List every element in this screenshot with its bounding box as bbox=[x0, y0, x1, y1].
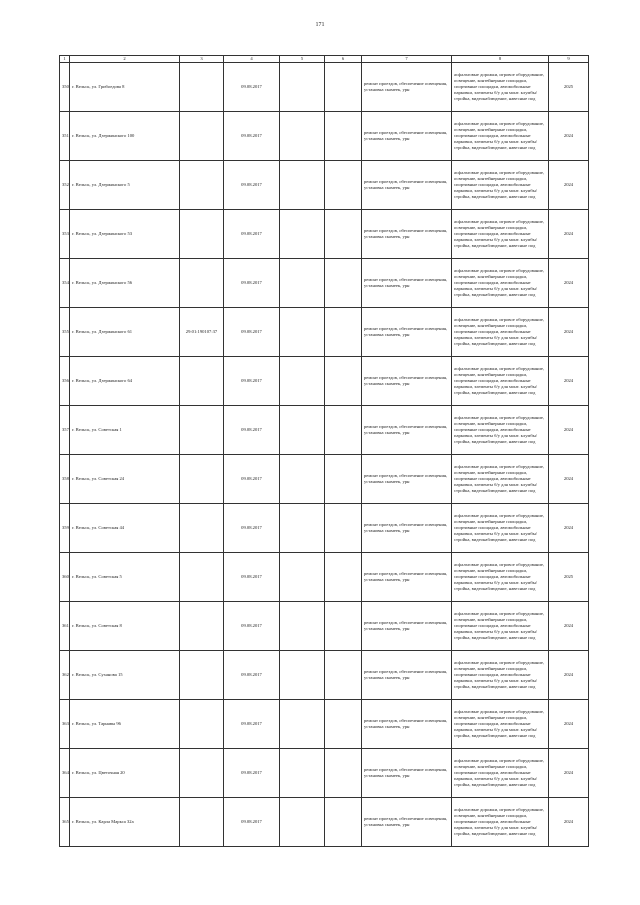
elements-cell: асфальтовые дорожки, игровое оборудование, освещение, контейнерные площадки, спортивные площадки, автомобильные парковки, элементы б/у для монт. клумбы/стройка, видеонаблюдение, навесные под bbox=[452, 357, 549, 406]
year-cell: 2025 bbox=[549, 63, 589, 112]
elements-cell: асфальтовые дорожки, игровое оборудование, освещение, контейнерные площадки, спортивные площадки, автомобильные парковки, элементы б/у для монт. клумбы/стройка, видеонаблюдение, навесные под bbox=[452, 749, 549, 798]
year-cell: 2024 bbox=[549, 308, 589, 357]
empty-cell bbox=[280, 259, 325, 308]
row-number: 365 bbox=[60, 798, 70, 847]
year-cell: 2024 bbox=[549, 602, 589, 651]
empty-cell bbox=[325, 210, 362, 259]
cadastral-number-cell bbox=[180, 210, 224, 259]
address-cell: г. Вельск, ул. Советская 1 bbox=[70, 406, 180, 455]
empty-cell bbox=[280, 700, 325, 749]
cadastral-number-cell bbox=[180, 749, 224, 798]
row-number: 350 bbox=[60, 63, 70, 112]
cadastral-number-cell bbox=[180, 504, 224, 553]
empty-cell bbox=[325, 63, 362, 112]
year-cell: 2024 bbox=[549, 651, 589, 700]
address-cell: г. Вельск, ул. Дзержинского 56 bbox=[70, 259, 180, 308]
table-row bbox=[60, 798, 589, 847]
date-cell: 09.08.2017 bbox=[224, 259, 280, 308]
works-cell: ремонт проездов, обеспечение освещения, установка скамеек, урн bbox=[362, 210, 452, 259]
elements-cell: асфальтовые дорожки, игровое оборудование, освещение, контейнерные площадки, спортивные площадки, автомобильные парковки, элементы б/у для монт. клумбы/стройка, видеонаблюдение, навесные под bbox=[452, 161, 549, 210]
address-cell: г. Вельск, ул. Тарнавы 96 bbox=[70, 700, 180, 749]
date-cell: 09.08.2017 bbox=[224, 357, 280, 406]
empty-cell bbox=[325, 553, 362, 602]
address-cell: г. Вельск, ул. Дзержинского 64 bbox=[70, 357, 180, 406]
table-row bbox=[60, 112, 589, 161]
elements-cell: асфальтовые дорожки, игровое оборудование, освещение, контейнерные площадки, спортивные площадки, автомобильные парковки, элементы б/у для монт. клумбы/стройка, видеонаблюдение, навесные под bbox=[452, 553, 549, 602]
table-row bbox=[60, 308, 589, 357]
row-number: 352 bbox=[60, 161, 70, 210]
cadastral-number-cell bbox=[180, 798, 224, 847]
empty-cell bbox=[280, 406, 325, 455]
year-cell: 2024 bbox=[549, 259, 589, 308]
row-number: 361 bbox=[60, 602, 70, 651]
row-number: 360 bbox=[60, 553, 70, 602]
table-row bbox=[60, 749, 589, 798]
empty-cell bbox=[325, 700, 362, 749]
year-cell: 2024 bbox=[549, 161, 589, 210]
date-cell: 09.08.2017 bbox=[224, 651, 280, 700]
table-row bbox=[60, 357, 589, 406]
empty-cell bbox=[325, 161, 362, 210]
improvement-table bbox=[59, 55, 589, 847]
empty-cell bbox=[280, 455, 325, 504]
empty-cell bbox=[280, 112, 325, 161]
empty-cell bbox=[325, 749, 362, 798]
year-cell: 2024 bbox=[549, 798, 589, 847]
table-row bbox=[60, 700, 589, 749]
year-cell: 2024 bbox=[549, 112, 589, 161]
date-cell: 09.08.2017 bbox=[224, 63, 280, 112]
empty-cell bbox=[280, 210, 325, 259]
year-cell: 2024 bbox=[549, 455, 589, 504]
row-number: 364 bbox=[60, 749, 70, 798]
date-cell: 09.08.2017 bbox=[224, 406, 280, 455]
column-header: 5 bbox=[280, 56, 325, 63]
table-row bbox=[60, 161, 589, 210]
cadastral-number-cell bbox=[180, 406, 224, 455]
cadastral-number-cell bbox=[180, 602, 224, 651]
date-cell: 09.08.2017 bbox=[224, 112, 280, 161]
empty-cell bbox=[325, 504, 362, 553]
works-cell: ремонт проездов, обеспечение освещения, установка скамеек, урн bbox=[362, 602, 452, 651]
cadastral-number-cell bbox=[180, 357, 224, 406]
column-header: 9 bbox=[549, 56, 589, 63]
empty-cell bbox=[280, 602, 325, 651]
table-row bbox=[60, 210, 589, 259]
works-cell: ремонт проездов, обеспечение освещения, установка скамеек, урн bbox=[362, 700, 452, 749]
works-cell: ремонт проездов, обеспечение освещения, установка скамеек, урн bbox=[362, 553, 452, 602]
column-header: 4 bbox=[224, 56, 280, 63]
address-cell: г. Вельск, ул. Советская 8 bbox=[70, 602, 180, 651]
table-row bbox=[60, 504, 589, 553]
date-cell: 09.08.2017 bbox=[224, 553, 280, 602]
works-cell: ремонт проездов, обеспечение освещения, установка скамеек, урн bbox=[362, 112, 452, 161]
empty-cell bbox=[280, 651, 325, 700]
address-cell: г. Вельск, ул. Дзержинского 5 bbox=[70, 161, 180, 210]
cadastral-number-cell bbox=[180, 259, 224, 308]
address-cell: г. Вельск, ул. Цветочная 20 bbox=[70, 749, 180, 798]
date-cell: 09.08.2017 bbox=[224, 749, 280, 798]
date-cell: 09.08.2017 bbox=[224, 455, 280, 504]
row-number: 363 bbox=[60, 700, 70, 749]
table-row bbox=[60, 63, 589, 112]
cadastral-number-cell bbox=[180, 700, 224, 749]
empty-cell bbox=[280, 63, 325, 112]
row-number: 359 bbox=[60, 504, 70, 553]
elements-cell: асфальтовые дорожки, игровое оборудование, освещение, контейнерные площадки, спортивные площадки, автомобильные парковки, элементы б/у для монт. клумбы/стройка, видеонаблюдение, навесные под bbox=[452, 700, 549, 749]
empty-cell bbox=[280, 798, 325, 847]
year-cell: 2024 bbox=[549, 700, 589, 749]
empty-cell bbox=[325, 798, 362, 847]
elements-cell: асфальтовые дорожки, игровое оборудование, освещение, контейнерные площадки, спортивные площадки, автомобильные парковки, элементы б/у для монт. клумбы/стройка, видеонаблюдение, навесные под bbox=[452, 308, 549, 357]
table-row bbox=[60, 259, 589, 308]
elements-cell: асфальтовые дорожки, игровое оборудование, освещение, контейнерные площадки, спортивные площадки, автомобильные парковки, элементы б/у для монт. клумбы/стройка, видеонаблюдение, навесные под bbox=[452, 455, 549, 504]
address-cell: г. Вельск, ул. Советская 24 bbox=[70, 455, 180, 504]
elements-cell: асфальтовые дорожки, игровое оборудование, освещение, контейнерные площадки, спортивные площадки, автомобильные парковки, элементы б/у для монт. клумбы/стройка, видеонаблюдение, навесные под bbox=[452, 651, 549, 700]
works-cell: ремонт проездов, обеспечение освещения, установка скамеек, урн bbox=[362, 798, 452, 847]
date-cell: 09.08.2017 bbox=[224, 504, 280, 553]
address-cell: г. Вельск, ул. Советская 5 bbox=[70, 553, 180, 602]
column-header: 2 bbox=[70, 56, 180, 63]
column-header: 1 bbox=[60, 56, 70, 63]
empty-cell bbox=[325, 308, 362, 357]
empty-cell bbox=[325, 112, 362, 161]
address-cell: г. Вельск, ул. Дзержинского 53 bbox=[70, 210, 180, 259]
date-cell: 09.08.2017 bbox=[224, 308, 280, 357]
works-cell: ремонт проездов, обеспечение освещения, установка скамеек, урн bbox=[362, 406, 452, 455]
works-cell: ремонт проездов, обеспечение освещения, установка скамеек, урн bbox=[362, 63, 452, 112]
year-cell: 2024 bbox=[549, 210, 589, 259]
works-cell: ремонт проездов, обеспечение освещения, установка скамеек, урн bbox=[362, 749, 452, 798]
empty-cell bbox=[280, 553, 325, 602]
address-cell: г. Вельск, ул. Дзержинского 100 bbox=[70, 112, 180, 161]
address-cell: г. Вельск, ул. Дзержинского 61 bbox=[70, 308, 180, 357]
empty-cell bbox=[325, 602, 362, 651]
table-row bbox=[60, 651, 589, 700]
empty-cell bbox=[280, 161, 325, 210]
header-row bbox=[60, 56, 589, 63]
date-cell: 09.08.2017 bbox=[224, 210, 280, 259]
address-cell: г. Вельск, ул. Карла Маркса 32а bbox=[70, 798, 180, 847]
address-cell: г. Вельск, ул. Советская 44 bbox=[70, 504, 180, 553]
empty-cell bbox=[280, 504, 325, 553]
works-cell: ремонт проездов, обеспечение освещения, установка скамеек, урн bbox=[362, 357, 452, 406]
year-cell: 2024 bbox=[549, 504, 589, 553]
column-header: 8 bbox=[452, 56, 549, 63]
works-cell: ремонт проездов, обеспечение освещения, установка скамеек, урн bbox=[362, 259, 452, 308]
row-number: 351 bbox=[60, 112, 70, 161]
elements-cell: асфальтовые дорожки, игровое оборудование, освещение, контейнерные площадки, спортивные площадки, автомобильные парковки, элементы б/у для монт. клумбы/стройка, видеонаблюдение, навесные под bbox=[452, 504, 549, 553]
elements-cell: асфальтовые дорожки, игровое оборудование, освещение, контейнерные площадки, спортивные площадки, автомобильные парковки, элементы б/у для монт. клумбы/стройка, видеонаблюдение, навесные под bbox=[452, 63, 549, 112]
empty-cell bbox=[280, 357, 325, 406]
elements-cell: асфальтовые дорожки, игровое оборудование, освещение, контейнерные площадки, спортивные площадки, автомобильные парковки, элементы б/у для монт. клумбы/стройка, видеонаблюдение, навесные под bbox=[452, 112, 549, 161]
year-cell: 2025 bbox=[549, 553, 589, 602]
empty-cell bbox=[325, 406, 362, 455]
row-number: 362 bbox=[60, 651, 70, 700]
elements-cell: асфальтовые дорожки, игровое оборудование, освещение, контейнерные площадки, спортивные площадки, автомобильные парковки, элементы б/у для монт. клумбы/стройка, видеонаблюдение, навесные под bbox=[452, 798, 549, 847]
row-number: 353 bbox=[60, 210, 70, 259]
cadastral-number-cell: 29:01:190107:37 bbox=[180, 308, 224, 357]
cadastral-number-cell bbox=[180, 455, 224, 504]
year-cell: 2024 bbox=[549, 406, 589, 455]
row-number: 358 bbox=[60, 455, 70, 504]
row-number: 356 bbox=[60, 357, 70, 406]
works-cell: ремонт проездов, обеспечение освещения, установка скамеек, урн bbox=[362, 651, 452, 700]
works-cell: ремонт проездов, обеспечение освещения, установка скамеек, урн bbox=[362, 504, 452, 553]
table-row bbox=[60, 553, 589, 602]
address-cell: г. Вельск, ул. Грибоедова 8 bbox=[70, 63, 180, 112]
elements-cell: асфальтовые дорожки, игровое оборудование, освещение, контейнерные площадки, спортивные площадки, автомобильные парковки, элементы б/у для монт. клумбы/стройка, видеонаблюдение, навесные под bbox=[452, 602, 549, 651]
cadastral-number-cell bbox=[180, 553, 224, 602]
table-row bbox=[60, 455, 589, 504]
date-cell: 09.08.2017 bbox=[224, 700, 280, 749]
row-number: 354 bbox=[60, 259, 70, 308]
date-cell: 09.08.2017 bbox=[224, 602, 280, 651]
empty-cell bbox=[325, 259, 362, 308]
date-cell: 09.08.2017 bbox=[224, 798, 280, 847]
cadastral-number-cell bbox=[180, 161, 224, 210]
column-header: 6 bbox=[325, 56, 362, 63]
table-body bbox=[60, 63, 589, 847]
empty-cell bbox=[325, 455, 362, 504]
empty-cell bbox=[280, 308, 325, 357]
cadastral-number-cell bbox=[180, 112, 224, 161]
works-cell: ремонт проездов, обеспечение освещения, установка скамеек, урн bbox=[362, 161, 452, 210]
empty-cell bbox=[325, 357, 362, 406]
row-number: 355 bbox=[60, 308, 70, 357]
empty-cell bbox=[280, 749, 325, 798]
date-cell: 09.08.2017 bbox=[224, 161, 280, 210]
page-number: 171 bbox=[315, 22, 325, 28]
elements-cell: асфальтовые дорожки, игровое оборудование, освещение, контейнерные площадки, спортивные площадки, автомобильные парковки, элементы б/у для монт. клумбы/стройка, видеонаблюдение, навесные под bbox=[452, 259, 549, 308]
column-header: 3 bbox=[180, 56, 224, 63]
year-cell: 2024 bbox=[549, 749, 589, 798]
table-row bbox=[60, 602, 589, 651]
empty-cell bbox=[325, 651, 362, 700]
elements-cell: асфальтовые дорожки, игровое оборудование, освещение, контейнерные площадки, спортивные площадки, автомобильные парковки, элементы б/у для монт. клумбы/стройка, видеонаблюдение, навесные под bbox=[452, 406, 549, 455]
works-cell: ремонт проездов, обеспечение освещения, установка скамеек, урн bbox=[362, 455, 452, 504]
row-number: 357 bbox=[60, 406, 70, 455]
cadastral-number-cell bbox=[180, 651, 224, 700]
table-row bbox=[60, 406, 589, 455]
address-cell: г. Вельск, ул. Суханова 15 bbox=[70, 651, 180, 700]
year-cell: 2024 bbox=[549, 357, 589, 406]
elements-cell: асфальтовые дорожки, игровое оборудование, освещение, контейнерные площадки, спортивные площадки, автомобильные парковки, элементы б/у для монт. клумбы/стройка, видеонаблюдение, навесные под bbox=[452, 210, 549, 259]
works-cell: ремонт проездов, обеспечение освещения, установка скамеек, урн bbox=[362, 308, 452, 357]
column-header: 7 bbox=[362, 56, 452, 63]
cadastral-number-cell bbox=[180, 63, 224, 112]
